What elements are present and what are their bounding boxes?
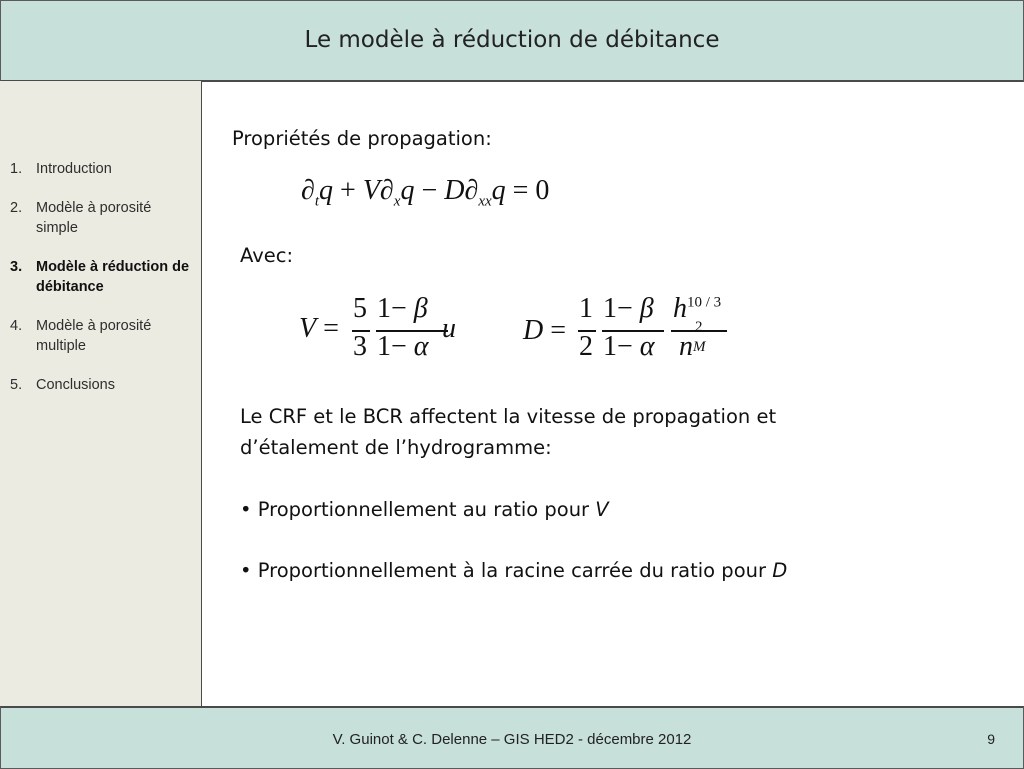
- toc-item-porosite-multiple[interactable]: [10, 316, 190, 356]
- equation-d-num-h: $h^{10 / 3}$: [673, 293, 722, 324]
- equation-v: [299, 293, 479, 373]
- toc-item-label: Introduction: [36, 161, 112, 177]
- toc-item-number: 3.: [10, 259, 23, 275]
- bullet-text: Proportionnellement au ratio pour: [257, 498, 596, 521]
- paragraph-line-2: d’étalement de l’hydrogramme:: [240, 436, 552, 459]
- toc-item-label: Modèle à porosité multiple: [36, 318, 152, 354]
- paragraph-line-1: Le CRF et le BCR affectent la vitesse de propagation et: [240, 405, 777, 428]
- equation-d-lhs: D =: [523, 315, 567, 346]
- equation-v-u: u: [442, 313, 456, 344]
- toc-item-reduction-debitance[interactable]: [10, 257, 190, 297]
- slide-header: [0, 0, 1024, 82]
- slide-footer: [0, 706, 1024, 769]
- toc-item-introduction[interactable]: [10, 159, 190, 179]
- equation-d: [523, 293, 733, 383]
- equation-main-visual: $\partial_tq + V\partial_xq - D\partial_{xx}q = 0$: [301, 175, 550, 210]
- equation-v-lhs: V =: [299, 313, 339, 344]
- bullet-item-1: [240, 498, 609, 521]
- sidebar-toc: [0, 81, 202, 706]
- toc-item-number: 4.: [10, 318, 23, 334]
- equation-main: [301, 175, 549, 211]
- equation-v-den-3: 3: [353, 331, 367, 362]
- equation-d-den-2: 2: [579, 331, 593, 362]
- toc-item-porosite-simple[interactable]: [10, 198, 190, 238]
- toc-item-label: Conclusions: [36, 377, 115, 393]
- equation-d-den-alpha: 1− α: [603, 331, 655, 362]
- toc-item-label: Modèle à porosité simple: [36, 200, 152, 236]
- equation-d-num-1: 1: [579, 293, 593, 324]
- equation-v-den-alpha: 1− α: [377, 331, 429, 362]
- toc-item-label: Modèle à réduction de débitance: [36, 259, 190, 295]
- equation-v-num-5: 5: [353, 293, 367, 324]
- toc-item-number: 2.: [10, 200, 23, 216]
- equation-d-den-n: n 2 M: [679, 319, 706, 362]
- bullet-variable: D: [772, 559, 788, 582]
- bullet-icon: •: [240, 559, 252, 582]
- slide-content: [201, 81, 1024, 706]
- bullet-variable: V: [595, 498, 609, 521]
- bullet-icon: •: [240, 498, 252, 521]
- toc-item-number: 5.: [10, 377, 23, 393]
- equation-v-num-beta: 1− β: [377, 293, 428, 324]
- bullet-item-2: [240, 559, 787, 582]
- bullet-text: Proportionnellement à la racine carrée du ratio pour: [257, 559, 773, 582]
- avec-label: Avec:: [240, 244, 294, 267]
- page-number: 9: [987, 731, 995, 747]
- toc-item-conclusions[interactable]: [10, 375, 190, 395]
- footer-credits: V. Guinot & C. Delenne – GIS HED2 - décembre 2012: [332, 731, 692, 748]
- toc-item-number: 1.: [10, 161, 23, 177]
- slide-title: Le modèle à réduction de débitance: [304, 27, 720, 53]
- propagation-heading: Propriétés de propagation:: [232, 127, 492, 150]
- equation-d-num-beta: 1− β: [603, 293, 654, 324]
- toc-list: [10, 159, 190, 414]
